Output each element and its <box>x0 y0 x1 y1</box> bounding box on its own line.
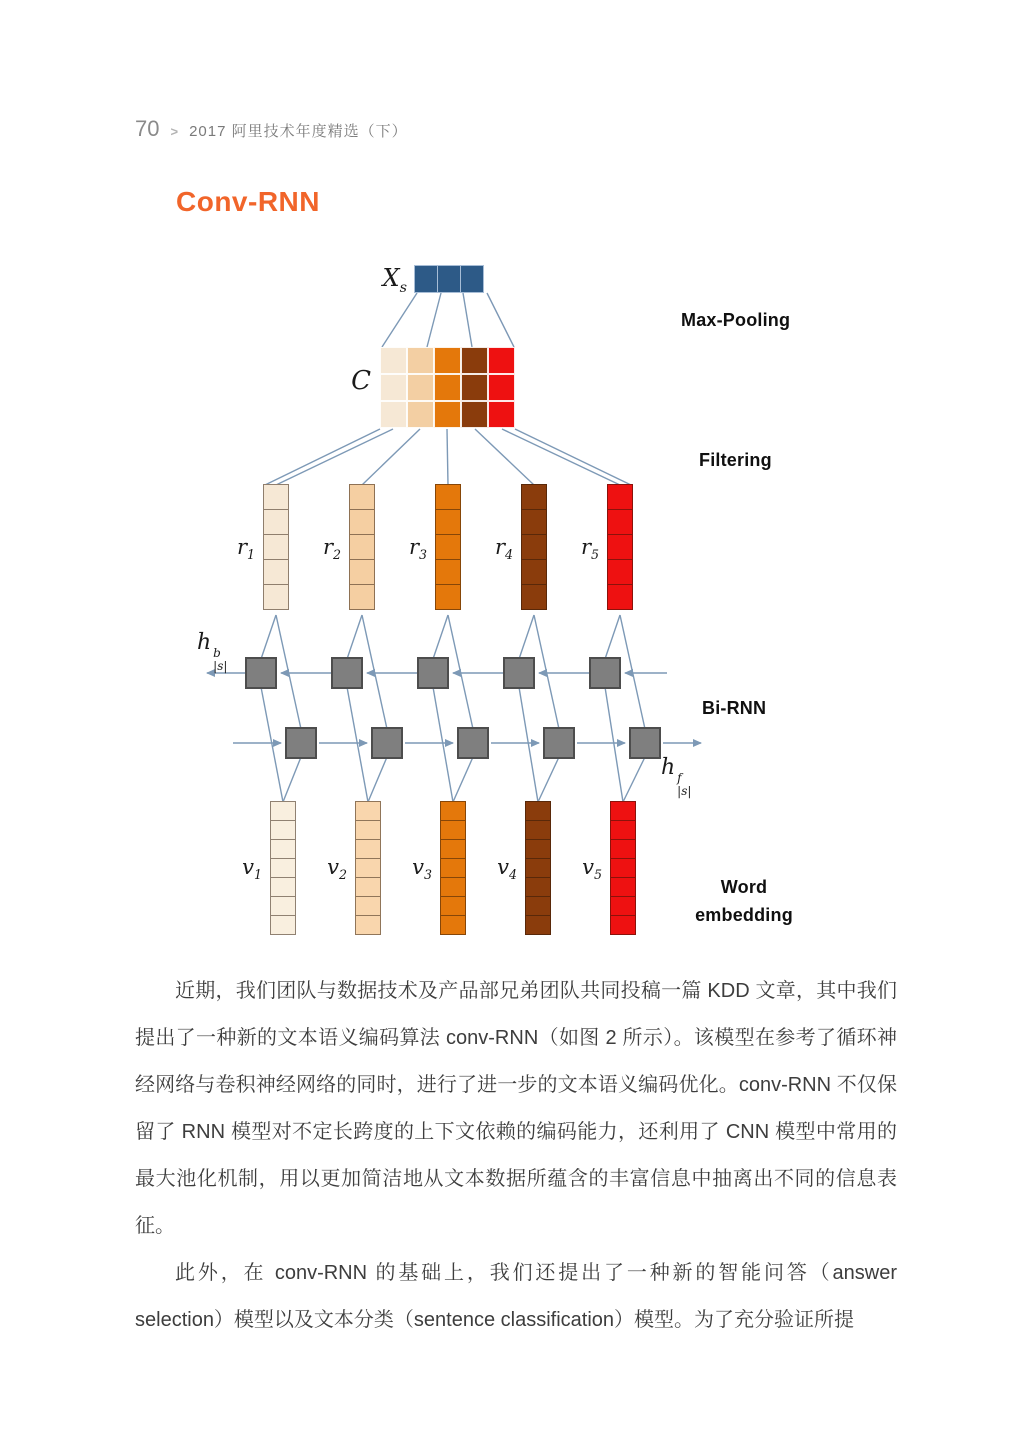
c-matrix-cell <box>407 347 434 374</box>
r-vector-cell <box>435 484 461 510</box>
h-forward-label: h f |s| <box>661 755 692 799</box>
bi-rnn-backward-cell-2 <box>331 657 363 689</box>
bi-rnn-forward-cell-1 <box>285 727 317 759</box>
v-vector-cell <box>525 915 551 935</box>
v-vector-cell <box>440 820 466 840</box>
bi-rnn-forward-cell-4 <box>543 727 575 759</box>
v-vector-cell <box>355 915 381 935</box>
v-vector-cell <box>610 877 636 897</box>
xs-cell <box>437 265 461 293</box>
r-vector-cell <box>435 534 461 560</box>
bi-rnn-forward-cell-3 <box>457 727 489 759</box>
c-matrix-cell <box>461 374 488 401</box>
v-label-3: $v_3$ <box>412 855 432 883</box>
chevron-separator-icon: > <box>170 124 179 139</box>
v-vector-cell <box>525 801 551 821</box>
v-vector-cell <box>270 877 296 897</box>
r-vector-cell <box>349 484 375 510</box>
section-title: Conv-RNN <box>176 186 320 217</box>
h-backward-label: h b |s| <box>197 630 228 674</box>
v-label-1: $v_1$ <box>242 855 262 883</box>
v-vector-4 <box>525 802 551 935</box>
r-vector-cell <box>435 584 461 610</box>
v-vector-3 <box>440 802 466 935</box>
c-matrix-cell <box>488 374 515 401</box>
c-matrix-cell <box>380 401 407 428</box>
v-vector-cell <box>610 858 636 878</box>
r-vector-cell <box>349 559 375 585</box>
r-vector-cell <box>263 559 289 585</box>
bi-rnn-forward-cell-2 <box>371 727 403 759</box>
r-vector-cell <box>607 484 633 510</box>
page-number: 70 <box>135 116 160 141</box>
article-body <box>135 968 897 1344</box>
page-header <box>135 116 408 142</box>
r-vector-cell <box>521 559 547 585</box>
v-vector-cell <box>610 801 636 821</box>
book-title: 2017 阿里技术年度精选（下） <box>189 123 408 140</box>
v-vector-2 <box>355 802 381 935</box>
bi-rnn-backward-cell-4 <box>503 657 535 689</box>
v-vector-cell <box>355 801 381 821</box>
c-matrix-cell <box>434 401 461 428</box>
word-embedding-label <box>669 874 819 930</box>
r-vector-4 <box>521 485 547 610</box>
r-label-4: $r_4$ <box>494 535 513 563</box>
v-vector-cell <box>610 915 636 935</box>
r-vector-cell <box>607 509 633 535</box>
xs-cell <box>414 265 438 293</box>
v-vector-cell <box>440 839 466 859</box>
v-vector-cell <box>355 877 381 897</box>
r-vector-cell <box>263 509 289 535</box>
r-vector-cell <box>349 509 375 535</box>
v-vector-cell <box>440 858 466 878</box>
r-vector-cell <box>349 534 375 560</box>
c-matrix-cell <box>461 347 488 374</box>
v-vector-1 <box>270 802 296 935</box>
r-vector-cell <box>607 534 633 560</box>
v-vector-cell <box>610 820 636 840</box>
word-embedding-label-line2: embedding <box>695 904 793 925</box>
bi-rnn-backward-cell-5 <box>589 657 621 689</box>
v-vector-cell <box>355 896 381 916</box>
r-vector-cell <box>521 584 547 610</box>
c-matrix-cell <box>380 374 407 401</box>
c-matrix <box>380 347 515 428</box>
paragraph-1: 近期，我们团队与数据技术及产品部兄弟团队共同投稿一篇 KDD 文章，其中我们提出了一种新的文本语义编码算法 conv-RNN（如图 2 所示）。该模型在参考了循环神经网络与卷积神经网络的同时，进行了进一步的文本语义编码优化。conv-RNN 不仅保留了 RNN 模型对不定长跨度的上下文依赖的编码能力，还利用了 CNN 模型中常用的最大池化机制，用以更加简洁地从文本数据所蕴含的丰富信息中抽离出不同的信息表征。 <box>135 980 897 1237</box>
v-vector-cell <box>270 896 296 916</box>
v-label-4: $v_4$ <box>497 855 517 883</box>
v-vector-cell <box>440 915 466 935</box>
v-vector-cell <box>270 801 296 821</box>
r-vector-cell <box>521 534 547 560</box>
r-label-1: $r_1$ <box>236 535 255 563</box>
r-vector-cell <box>263 584 289 610</box>
r-vector-3 <box>435 485 461 610</box>
r-vector-1 <box>263 485 289 610</box>
v-vector-cell <box>355 839 381 859</box>
v-vector-5 <box>610 802 636 935</box>
r-vector-cell <box>349 584 375 610</box>
r-to-rnn-lines <box>261 615 645 729</box>
c-matrix-cell <box>488 401 515 428</box>
v-label-2: $v_2$ <box>327 855 347 883</box>
v-vector-cell <box>270 820 296 840</box>
r-vector-5 <box>607 485 633 610</box>
v-vector-cell <box>610 896 636 916</box>
max-pooling-label: Max-Pooling <box>681 310 791 330</box>
r-vector-cell <box>263 484 289 510</box>
r-label-5: $r_5$ <box>580 535 599 563</box>
c-matrix-cell <box>407 401 434 428</box>
c-matrix-cell <box>488 347 515 374</box>
c-matrix-cell <box>434 374 461 401</box>
c-matrix-cell <box>380 347 407 374</box>
v-vector-cell <box>355 820 381 840</box>
v-label-5: $v_5$ <box>582 855 602 883</box>
c-matrix-cell <box>407 374 434 401</box>
v-vector-cell <box>525 877 551 897</box>
v-vector-cell <box>525 820 551 840</box>
c-matrix-cell <box>461 401 488 428</box>
r-label-2: $r_2$ <box>322 535 341 563</box>
bi-rnn-backward-cell-3 <box>417 657 449 689</box>
filtering-fan-lines <box>265 429 631 485</box>
conv-rnn-architecture-figure <box>195 252 807 960</box>
v-vector-cell <box>270 915 296 935</box>
r-vector-cell <box>607 584 633 610</box>
v-to-rnn-lines <box>261 687 645 802</box>
v-vector-cell <box>440 896 466 916</box>
word-embedding-label-line1: Word <box>720 877 768 897</box>
r-vector-cell <box>521 484 547 510</box>
c-matrix-cell <box>434 347 461 374</box>
v-vector-cell <box>270 858 296 878</box>
v-vector-cell <box>355 858 381 878</box>
v-vector-cell <box>525 858 551 878</box>
paragraph-2: 此外，在 conv-RNN 的基础上，我们还提出了一种新的智能问答（answer selection）模型以及文本分类（sentence classification）模型。为了充分验证所提 <box>135 1262 897 1331</box>
v-vector-cell <box>440 801 466 821</box>
r-vector-cell <box>435 509 461 535</box>
bi-rnn-label: Bi-RNN <box>702 698 767 718</box>
bi-rnn-backward-cell-1 <box>245 657 277 689</box>
v-vector-cell <box>270 839 296 859</box>
r-vector-cell <box>435 559 461 585</box>
c-label: C <box>351 366 371 396</box>
v-vector-cell <box>525 896 551 916</box>
r-vector-2 <box>349 485 375 610</box>
v-vector-cell <box>440 877 466 897</box>
v-vector-cell <box>525 839 551 859</box>
bi-rnn-forward-cell-5 <box>629 727 661 759</box>
xs-cell <box>460 265 484 293</box>
r-vector-cell <box>263 534 289 560</box>
pooling-fan-lines <box>382 293 514 347</box>
filtering-label: Filtering <box>699 450 772 470</box>
v-vector-cell <box>610 839 636 859</box>
r-vector-cell <box>521 509 547 535</box>
r-label-3: $r_3$ <box>408 535 427 563</box>
xs-matrix <box>415 265 484 293</box>
r-vector-cell <box>607 559 633 585</box>
xs-label: $X_s$ <box>382 264 407 296</box>
